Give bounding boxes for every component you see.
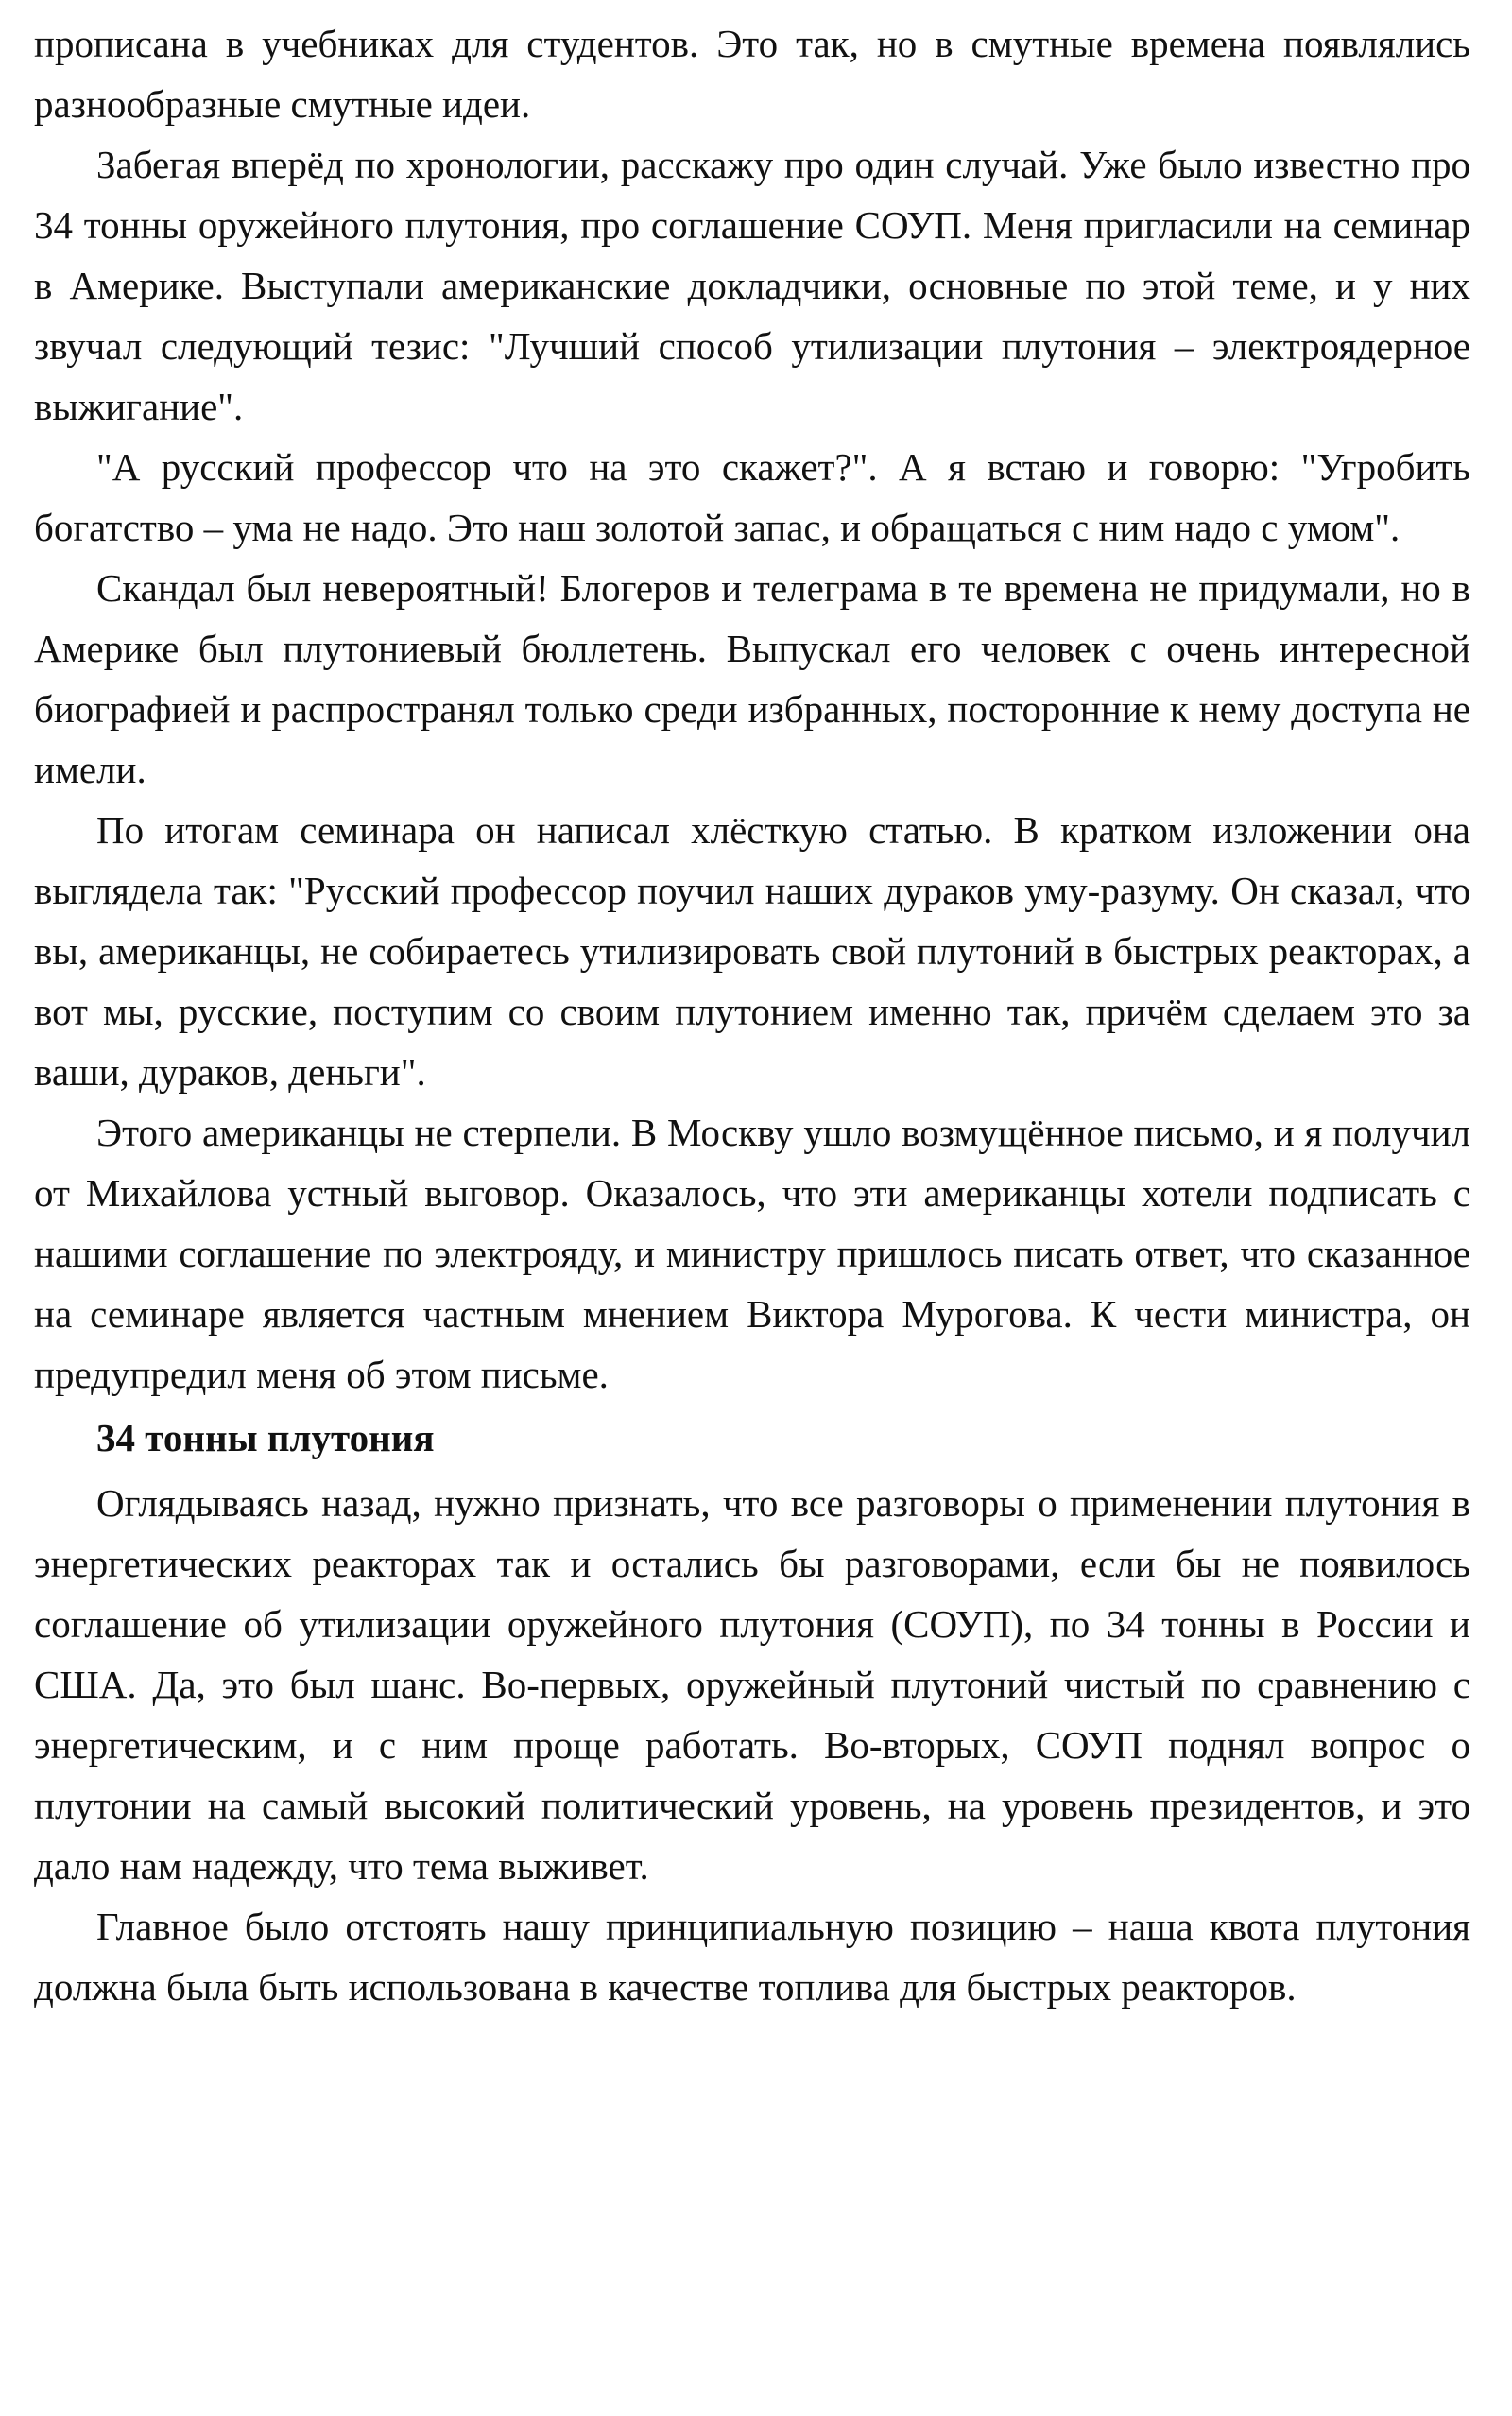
paragraph-continued: прописана в учебниках для студентов. Это так, но в смутные времена появлялись разнообразные смутные идеи.: [34, 22, 1470, 126]
paragraph-scandal: Скандал был невероятный! Блогеров и телеграма в те времена не придумали, но в Америке был плутониевый бюллетень. Выпускал его человек с очень интересной биографией и распространял только среди избранных, посторонние к нему доступа не имели.: [34, 566, 1470, 791]
paragraph-professor-reply: "А русский профессор что на это скажет?". А я встаю и говорю: "Угробить богатство – ума не надо. Это наш золотой запас, и обращаться с ним надо с умом".: [34, 445, 1470, 549]
paragraph-agreement: Оглядываясь назад, нужно признать, что все разговоры о применении плутония в энергетических реакторах так и остались бы разговорами, если бы не появилось соглашение об утилизации оружейного плутония (СОУП), по 34 тонны в России и США. Да, это был шанс. Во-первых, оружейный плутоний чистый по сравнению с энергетическим, и с ним проще работать. Во-вторых, СОУП поднял вопрос о плутонии на самый высокий политический уровень, на уровень президентов, и это дало нам надежду, что тема выживет.: [34, 1481, 1470, 1888]
document-page: [34, 13, 1470, 2017]
paragraph-seminar-story: Забегая вперёд по хронологии, расскажу про один случай. Уже было известно про 34 тонны оружейного плутония, про соглашение СОУП. Меня пригласили на семинар в Америке. Выступали американские докладчики, основные по этой теме, и у них звучал следующий тезис: "Лучший способ утилизации плутония – электроядерное выжигание".: [34, 143, 1470, 428]
paragraph-position: Главное было отстоять нашу принципиальную позицию – наша квота плутония должна была быть использована в качестве топлива для быстрых реакторов.: [34, 1905, 1470, 2009]
section-heading: 34 тонны плутония: [96, 1416, 435, 1459]
paragraph-article: По итогам семинара он написал хлёсткую статью. В кратком изложении она выглядела так: "Русский профессор поучил наших дураков уму-разуму. Он сказал, что вы, американцы, не собираетесь утилизировать свой плутоний в быстрых реакторах, а вот мы, русские, поступим со своим плутонием именно так, причём сделаем это за ваши, дураков, деньги".: [34, 808, 1470, 1094]
paragraph-reprimand: Этого американцы не стерпели. В Москву ушло возмущённое письмо, и я получил от Михайлова устный выговор. Оказалось, что эти американцы хотели подписать с нашими соглашение по электрояду, и министру пришлось писать ответ, что сказанное на семинаре является частным мнением Виктора Мурогова. К чести министра, он предупредил меня об этом письме.: [34, 1111, 1470, 1396]
